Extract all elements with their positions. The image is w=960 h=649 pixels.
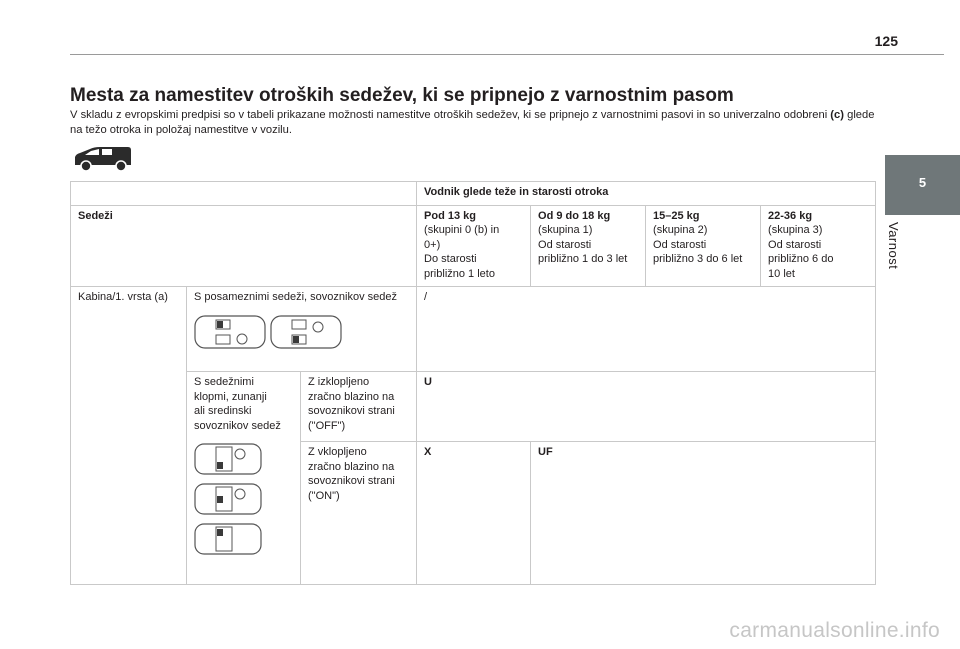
- airbag-on-line: Z vklopljeno: [308, 446, 367, 458]
- intro-text-start: V skladu z evropskimi predpisi so v tabeli prikazane možnosti namestitve otroških sedežev, ki se pripnejo z varnostnimi pasovi in so univerzalno odobreni: [70, 109, 831, 121]
- weight-group-line: 0+): [424, 238, 441, 251]
- seat-diagram-group: [194, 315, 410, 349]
- vehicle-top-view-seat-diagram-icon: [194, 523, 262, 555]
- weight-group-line: Od starosti: [538, 238, 592, 251]
- intro-code: (c): [830, 109, 844, 121]
- row-label-cabin: Kabina/1. vrsta (a): [71, 287, 187, 585]
- table-row: [71, 372, 876, 442]
- weight-group-line: (skupina 2): [653, 224, 708, 236]
- chapter-number: 5: [918, 175, 927, 190]
- watermark: carmanualsonline.info: [729, 619, 940, 642]
- individual-seat-cell: [187, 287, 417, 372]
- weight-group-line: približno 3 do 6 let: [653, 253, 743, 265]
- vehicle-top-view-seat-diagram-icon: [194, 315, 266, 349]
- seat-diagram-group: [194, 443, 294, 555]
- weight-guide-header: Vodnik glede teže in starosti otroka: [417, 182, 876, 206]
- airbag-off-line: ("OFF"): [308, 419, 346, 432]
- individual-seat-label: S posameznimi sedeži, sovoznikov sedež: [194, 291, 397, 303]
- page-number: 125: [874, 33, 898, 49]
- bench-seat-label-line: sovoznikov sedež: [194, 419, 281, 432]
- airbag-on-line: sovoznikovi strani: [308, 475, 395, 487]
- weight-group-line: približno 6 do: [768, 253, 834, 265]
- weight-group-line: (skupina 3): [768, 224, 823, 236]
- section-title: Mesta za namestitev otroških sedežev, ki se pripnejo z varnostnim pasom: [70, 85, 734, 106]
- chapter-tab: [885, 155, 960, 215]
- table-row: [71, 287, 876, 372]
- bench-seat-label-line: ali sredinski: [194, 405, 252, 417]
- weight-group-0: [417, 205, 531, 287]
- vehicle-top-view-seat-diagram-icon: [270, 315, 342, 349]
- seats-header: Sedeži: [71, 205, 417, 287]
- intro-text-end: glede na težo otroka in položaj namestitve v vozilu.: [70, 109, 875, 136]
- child-seat-table: [70, 181, 876, 585]
- table-row: [71, 205, 876, 287]
- weight-group-title: 22-36 kg: [768, 209, 813, 222]
- van-side-icon: [72, 143, 134, 173]
- airbag-on-value-other: UF: [531, 442, 876, 585]
- airbag-on-value-group0: X: [417, 442, 531, 585]
- airbag-off-value: U: [417, 372, 876, 442]
- airbag-off-line: zračno blazino na: [308, 390, 395, 403]
- airbag-on-line: ("ON"): [308, 489, 340, 502]
- weight-group-line: Do starosti: [424, 253, 477, 265]
- empty-header-cell: [71, 182, 417, 206]
- weight-group-line: Od starosti: [653, 238, 707, 251]
- vehicle-top-view-seat-diagram-icon: [194, 443, 262, 475]
- weight-group-title: Od 9 do 18 kg: [538, 209, 611, 222]
- table-row: [71, 182, 876, 206]
- weight-group-line: Od starosti: [768, 238, 822, 251]
- bench-seat-label-line: klopmi, zunanji: [194, 390, 267, 403]
- vehicle-top-view-seat-diagram-icon: [194, 483, 262, 515]
- individual-seat-value: /: [417, 287, 876, 372]
- weight-group-line: 10 let: [768, 267, 795, 280]
- section-intro: [70, 108, 885, 138]
- weight-group-1: [531, 205, 646, 287]
- weight-group-2: [646, 205, 761, 287]
- airbag-on-cell: [301, 442, 417, 585]
- weight-group-line: približno 1 do 3 let: [538, 253, 628, 265]
- airbag-off-line: sovoznikovi strani: [308, 405, 395, 417]
- header-rule: [70, 54, 944, 55]
- weight-group-line: približno 1 leto: [424, 267, 495, 280]
- chapter-label: Varnost: [886, 222, 901, 270]
- weight-group-title: 15–25 kg: [653, 209, 700, 222]
- weight-group-line: (skupina 1): [538, 224, 593, 236]
- airbag-off-cell: [301, 372, 417, 442]
- weight-group-title: Pod 13 kg: [424, 209, 476, 222]
- weight-group-3: [761, 205, 876, 287]
- airbag-on-line: zračno blazino na: [308, 460, 395, 473]
- bench-seat-cell: [187, 372, 301, 585]
- bench-seat-label-line: S sedežnimi: [194, 376, 254, 388]
- weight-group-line: (skupini 0 (b) in: [424, 224, 500, 236]
- airbag-off-line: Z izklopljeno: [308, 376, 370, 388]
